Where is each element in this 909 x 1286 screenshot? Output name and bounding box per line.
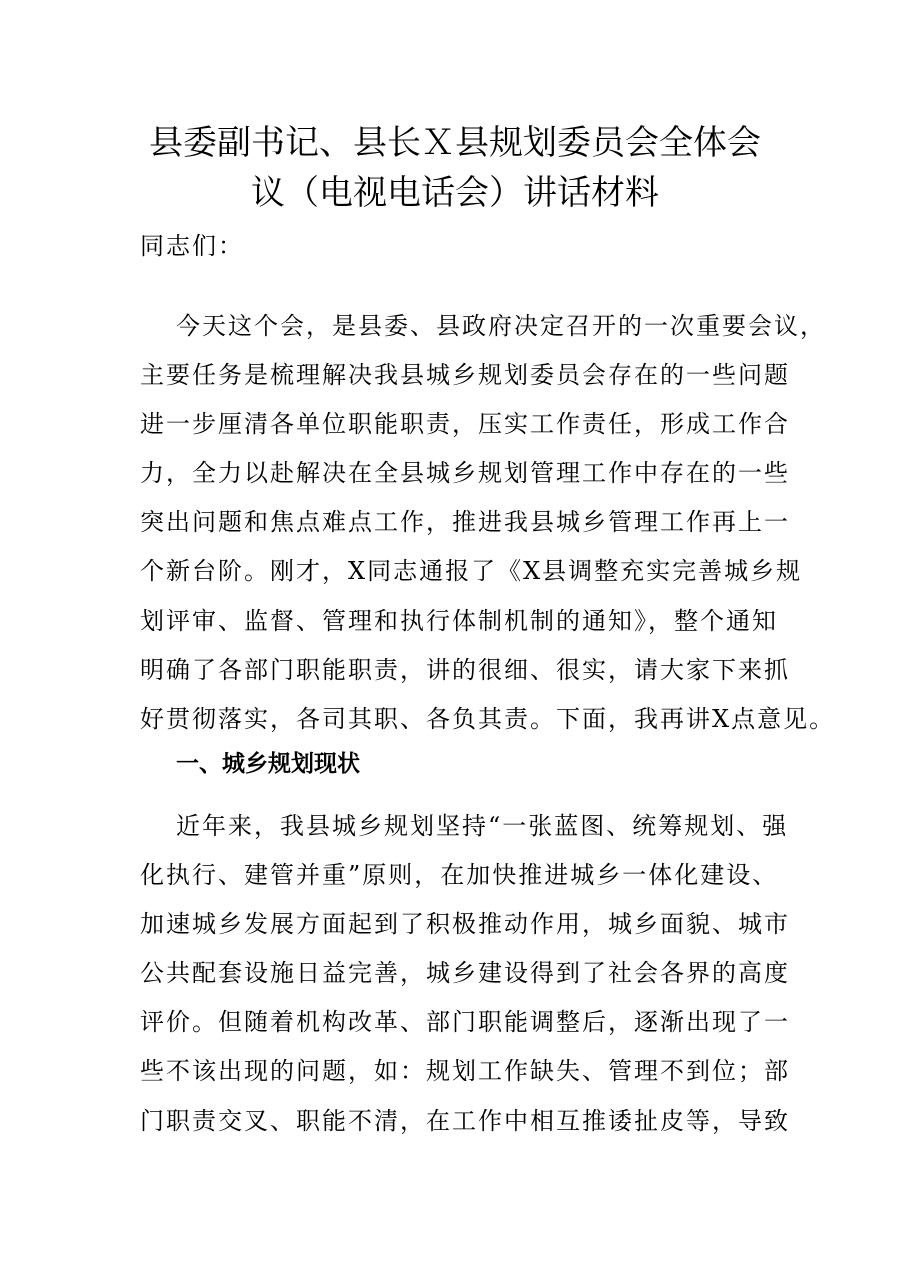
text-line: 些不该出现的问题，如：规划工作缺失、管理不到位；部 [140, 1057, 790, 1086]
text-line: 划评审、监督、管理和执行体制机制的通知》，整个通知 [140, 606, 778, 635]
salutation: 同志们： [140, 232, 244, 260]
title-line: 县委副书记、县长Ｘ县规划委员会全体会 [149, 123, 761, 163]
text-line: 公共配套设施日益完善，城乡建设得到了社会各界的高度 [140, 959, 790, 988]
document-title [120, 118, 790, 218]
section-heading: 一、城乡规划现状 [176, 751, 360, 777]
paragraph-intro [140, 302, 836, 744]
text-line: 个新台阶。刚才，X同志通报了《X县调整充实完善城乡规 [140, 557, 803, 586]
text-line: 评价。但随着机构改革、部门职能调整后，逐渐出现了一 [140, 1008, 790, 1037]
text-line: 加速城乡发展方面起到了积极推动作用，城乡面貌、城市 [140, 910, 790, 939]
text-line: 明确了各部门职能职责，讲的很细、很实，请大家下来抓 [140, 655, 790, 684]
text-line: 化执行、建管并重”原则，在加快推进城乡一体化建设、 [140, 861, 779, 890]
title-line: 议（电视电话会）讲话材料 [251, 173, 659, 213]
text-line: 今天这个会，是县委、县政府决定召开的一次重要会议， [176, 312, 826, 340]
text-line: 门职责交叉、职能不清，在工作中相互推诿扯皮等，导致 [140, 1106, 790, 1135]
paragraph-status [140, 802, 790, 1146]
text-line: 进一步厘清各单位职能职责，压实工作责任，形成工作合 [140, 410, 790, 439]
text-line: 力，全力以赴解决在全县城乡规划管理工作中存在的一些 [140, 459, 790, 488]
text-line: 突出问题和焦点难点工作，推进我县城乡管理工作再上一 [140, 508, 790, 537]
text-line: 主要任务是梳理解决我县城乡规划委员会存在的一些问题 [140, 361, 790, 390]
text-line: 近年来，我县城乡规划坚持“一张蓝图、统筹规划、强 [176, 812, 789, 840]
text-line: 好贯彻落实，各司其职、各负其责。下面，我再讲X点意见。 [140, 704, 836, 733]
